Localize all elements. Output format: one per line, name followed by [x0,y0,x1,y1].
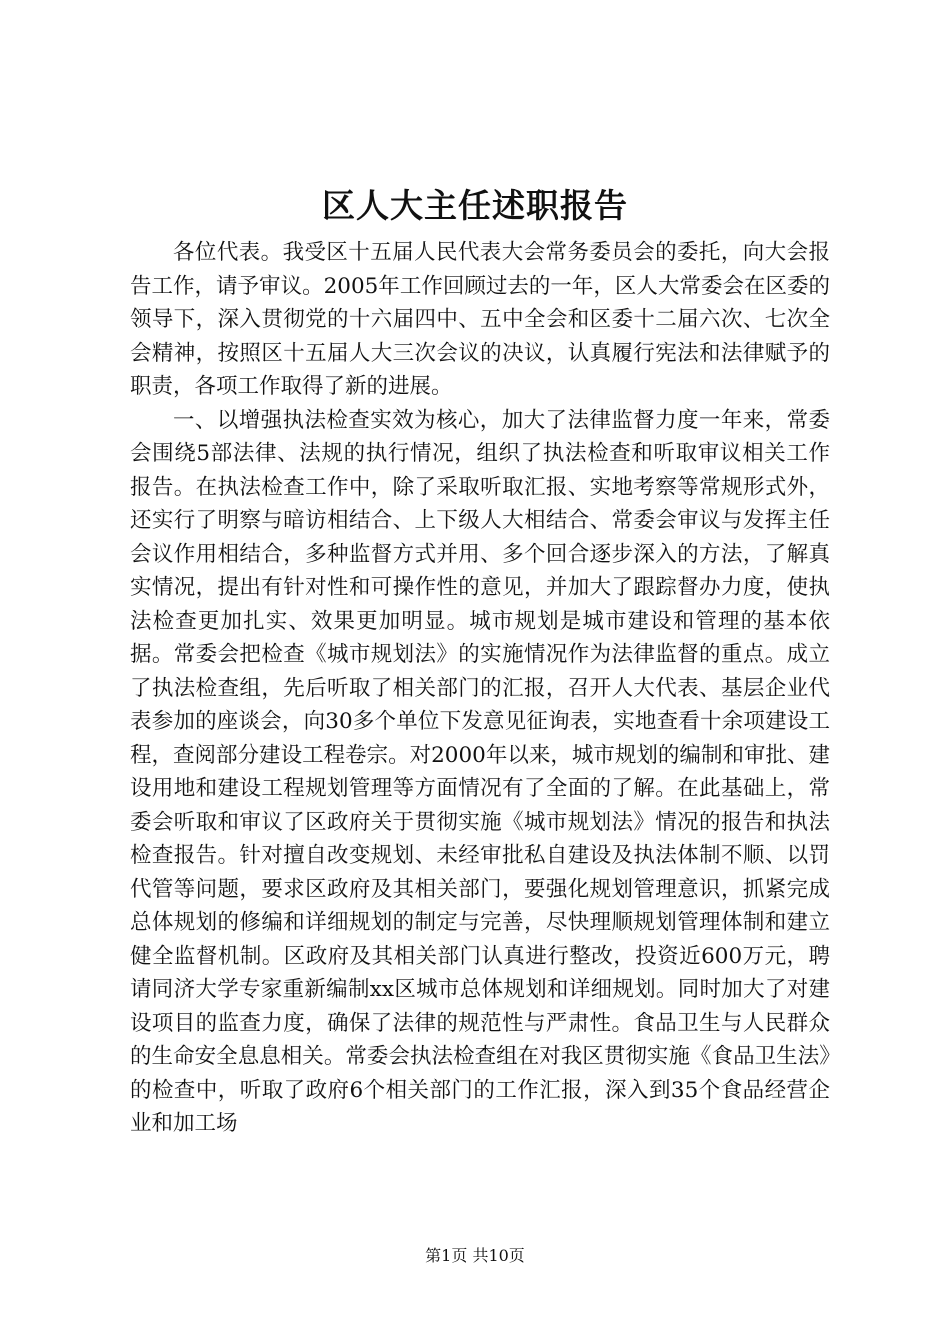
paragraph-intro: 各位代表。我受区十五届人民代表大会常务委员会的委托，向大会报告工作，请予审议。2005年工作回顾过去的一年，区人大常委会在区委的领导下，深入贯彻党的十六届四中、五中全会和区委十二届六次、七次全会精神，按照区十五届人大三次会议的决议，认真履行宪法和法律赋予的职责，各项工作取得了新的进展。 [130,240,830,399]
document-title: 区人大主任述职报告 [322,186,628,225]
page-number-footer: 第1页 共10页 [425,1246,525,1265]
paragraph-section-one: 一、以增强执法检查实效为核心，加大了法律监督力度一年来，常委会围绕5部法律、法规的执行情况，组织了执法检查和听取审议相关工作报告。在执法检查工作中，除了采取听取汇报、实地考察等常规形式外，还实行了明察与暗访相结合、上下级人大相结合、常委会审议与发挥主任会议作用相结合，多种监督方式并用、多个回合逐步深入的方法，了解真实情况，提出有针对性和可操作性的意见，并加大了跟踪督办力度，使执法检查更加扎实、效果更加明显。城市规划是城市建设和管理的基本依据。常委会把检查《城市规划法》的实施情况作为法律监督的重点。成立了执法检查组，先后听取了相关部门的汇报，召开人大代表、基层企业代表参加的座谈会，向30多个单位下发意见征询表，实地查看十余项建设工程，查阅部分建设工程卷宗。对2000年以来，城市规划的编制和审批、建设用地和建设工程规划管理等方面情况有了全面的了解。在此基础上，常委会听取和审议了区政府关于贯彻实施《城市规划法》情况的报告和执法检查报告。针对擅自改变规划、未经审批私自建设及执法体制不顺、以罚代管等问题，要求区政府及其相关部门，要强化规划管理意识，抓紧完成总体规划的修编和详细规划的制定与完善，尽快理顺规划管理体制和建立健全监督机制。区政府及其相关部门认真进行整改，投资近600万元，聘请同济大学专家重新编制xx区城市总体规划和详细规划。同时加大了对建设项目的监查力度，确保了法律的规范性与严肃性。食品卫生与人民群众的生命安全息息相关。常委会执法检查组在对我区贯彻实施《食品卫生法》的检查中，听取了政府6个相关部门的工作汇报，深入到35个食品经营企业和加工场 [130,407,830,1136]
document-body [130,236,830,1141]
